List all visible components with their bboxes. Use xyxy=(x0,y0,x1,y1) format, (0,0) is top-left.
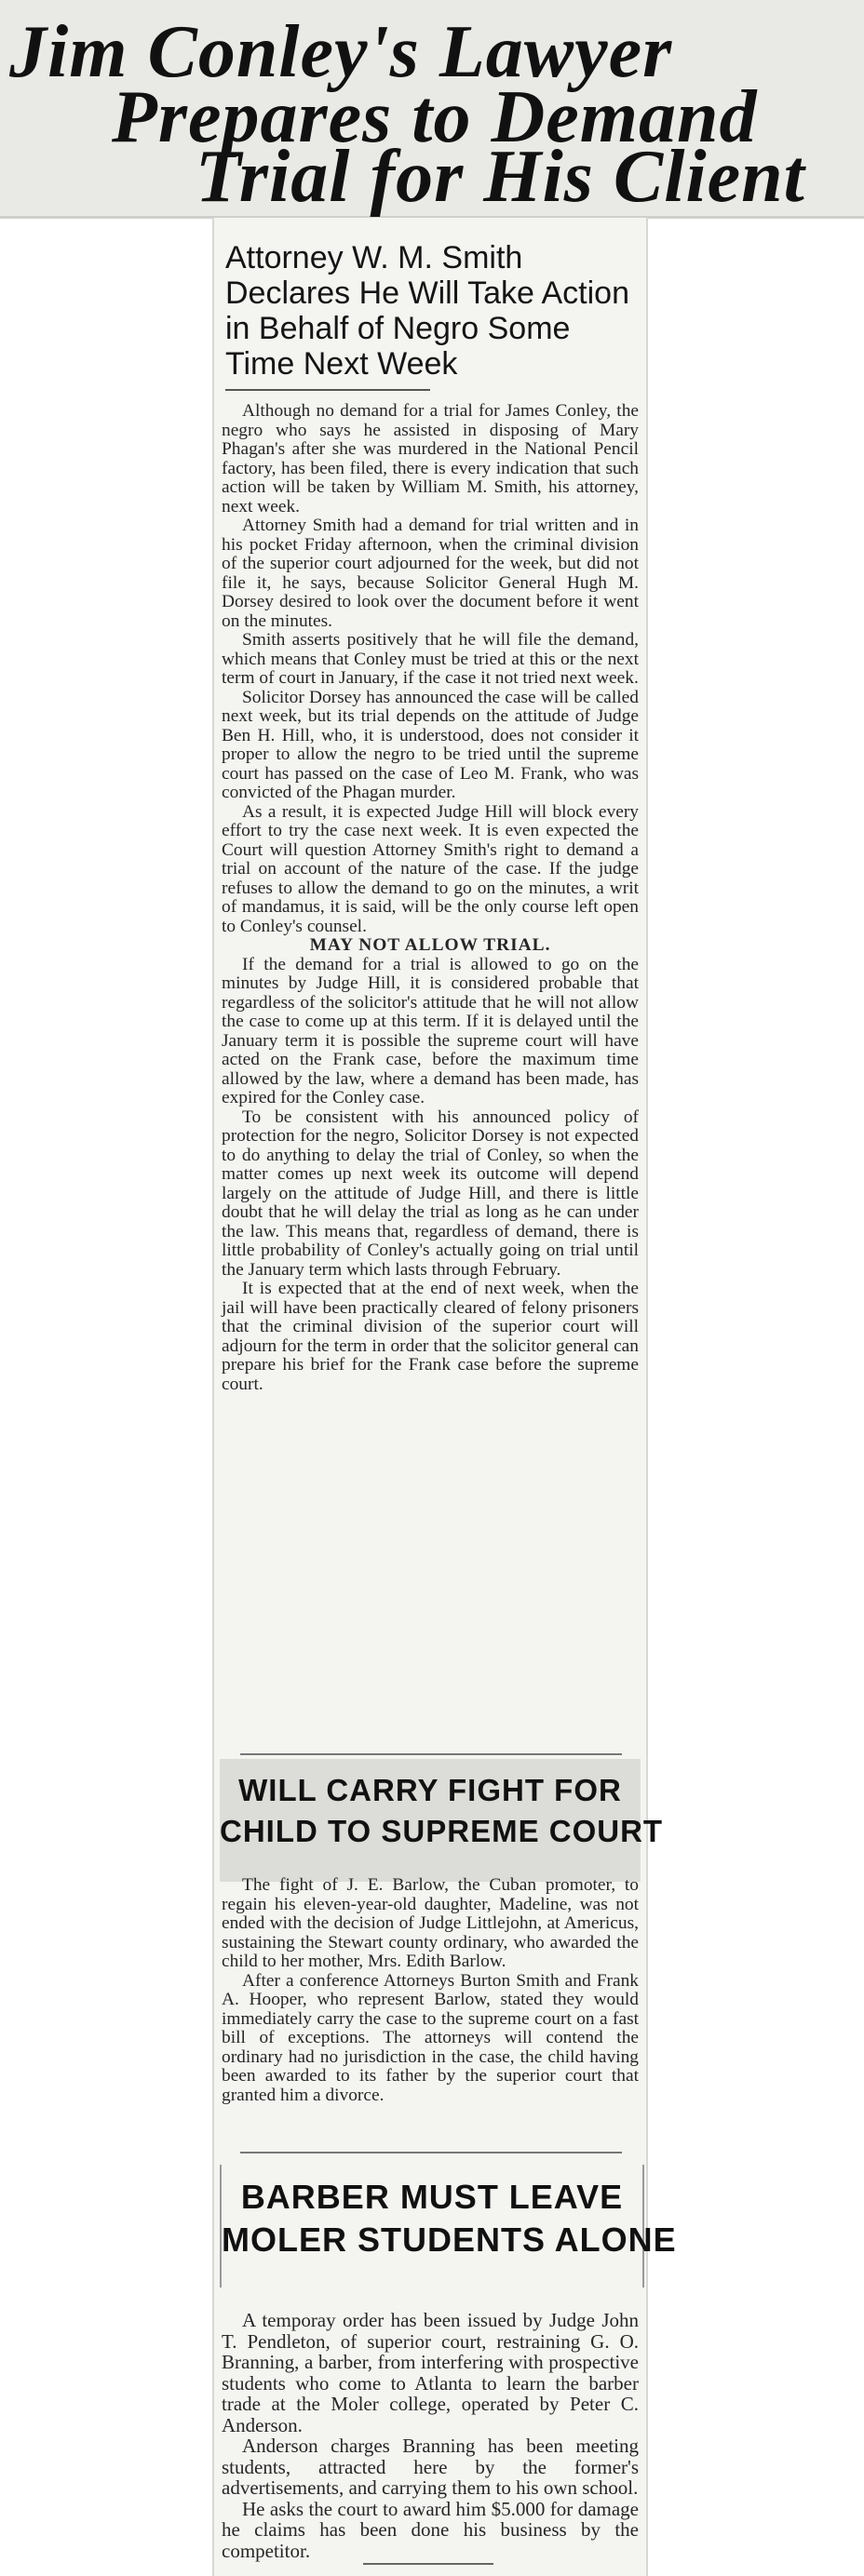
paragraph: As a result, it is expected Judge Hill will block every effort to try the case next week. It is even expected the Court will question Attorney Smith's right to demand a trial on account of the nature of the case. If the judge refuses to allow the demand to go on the minutes, a writ of mandamus, it is said, will be the only course left open to Conley's counsel. xyxy=(222,801,639,936)
headline-line-2: MOLER STUDENTS ALONE xyxy=(222,2220,677,2259)
headline-line-2: Prepares to Demand xyxy=(112,76,758,158)
article-column xyxy=(212,218,677,2576)
headline-banner xyxy=(0,0,864,219)
paragraph: Smith asserts positively that he will file the demand, which means that Conley must be tried at this or the next term of court in January, if the case it not tried next week. xyxy=(222,630,639,688)
paragraph: Anderson charges Branning has been meeting students, attracted here by the former's advertisements, and carrying them to his own school. xyxy=(222,2435,639,2499)
article-2-body xyxy=(222,1876,639,2105)
paragraph: The fight of J. E. Barlow, the Cuban promoter, to regain his eleven-year-old daughter, Madeline, was not ended with the decision of Judge Littlejohn, at Americus, sustaining the Stewart county ordinary, who awarded the child to her mother, Mrs. Edith Barlow. xyxy=(222,1875,639,1971)
section-divider xyxy=(240,2152,622,2153)
paragraph: He asks the court to award him $5.000 for damage he claims has been done his business by the competitor. xyxy=(222,2497,639,2562)
end-rule xyxy=(363,2563,493,2565)
section-divider xyxy=(240,1753,622,1755)
article-3-body xyxy=(222,2310,639,2561)
paragraph: It is expected that at the end of next week, when the jail will have been practically cleared of felony prisoners that the criminal division of the superior court will adjourn for the term in order that the solicitor general can prepare his brief for the Frank case before the supreme court. xyxy=(222,1279,639,1394)
article-1-body xyxy=(222,402,639,1394)
paragraph: Solicitor Dorsey has announced the case will be called next week, but its trial depends on the attitude of Judge Ben H. Hill, who, it is understood, does not consider it proper to allow the negro to be tried until the supreme court has passed on the case of Leo M. Frank, who was convicted of the Phagan murder. xyxy=(222,687,639,802)
headline-line-3: Trial for His Client xyxy=(196,136,805,218)
headline-line-1: Jim Conley's Lawyer xyxy=(9,11,673,93)
headline-line-1: WILL CARRY FIGHT FOR xyxy=(238,1773,622,1807)
headline-line-1: BARBER MUST LEAVE xyxy=(240,2178,624,2216)
deck-rule xyxy=(225,389,430,391)
paragraph: If the demand for a trial is allowed to go on the minutes by Judge Hill, it is considered probable that regardless of the solicitor's attitude that he will not allow the case to come up at this term. If it is delayed until the January term it is possible the supreme court will have acted on the Frank case, before the maximum time allowed by the law, where a demand has been made, has expired for the Conley case. xyxy=(222,954,639,1107)
headline-line-2: CHILD TO SUPREME COURT xyxy=(220,1814,664,1848)
article-2-headline xyxy=(220,1759,664,1882)
paragraph: Attorney Smith had a demand for trial written and in his pocket Friday afternoon, when the criminal division of the superior court adjourned for the week, but did not file it, he says, because Solicitor General Hugh M. Dorsey desired to look over the document before it went on the minutes. xyxy=(222,516,639,631)
article-3-headline xyxy=(220,2165,677,2288)
paragraph: To be consistent with his announced policy of protection for the negro, Solicitor Dorsey is not expected to do anything to delay the trial of Conley, so when the matter comes up next week its outcome will depend largely on the attitude of Judge Hill, and there is little doubt that he will delay the trial as long as he can under the law. This means that, regardless of demand, there is little probability of Conley's actually going on trial until the January term which lasts through February. xyxy=(222,1107,639,1280)
paragraph: A temporay order has been issued by Judge John T. Pendleton, of superior court, restraining G. O. Branning, a barber, from interfering with prospective students who come to Atlanta to learn the barber trade at the Moler college, operated by Peter C. Anderson. xyxy=(222,2309,639,2436)
paragraph: After a conference Attorneys Burton Smith and Frank A. Hooper, who represent Barlow, stated they would immediately carry the case to the supreme court on a fast bill of exceptions. The attorneys will contend the ordinary had no jurisdiction in the case, the child having been awarded to its father by the superior court that granted him a divorce. xyxy=(222,1970,639,2105)
subhead: MAY NOT ALLOW TRIAL. xyxy=(309,935,551,955)
paragraph: Although no demand for a trial for James Conley, the negro who says he assisted in disposing of Mary Phagan's after she was murdered in the National Pencil factory, has been filed, there is every indication that such action will be taken by William M. Smith, his attorney, next week. xyxy=(222,401,639,517)
article-deck: Attorney W. M. Smith Declares He Will Take Action in Behalf of Negro Some Time Next Week xyxy=(225,240,629,382)
